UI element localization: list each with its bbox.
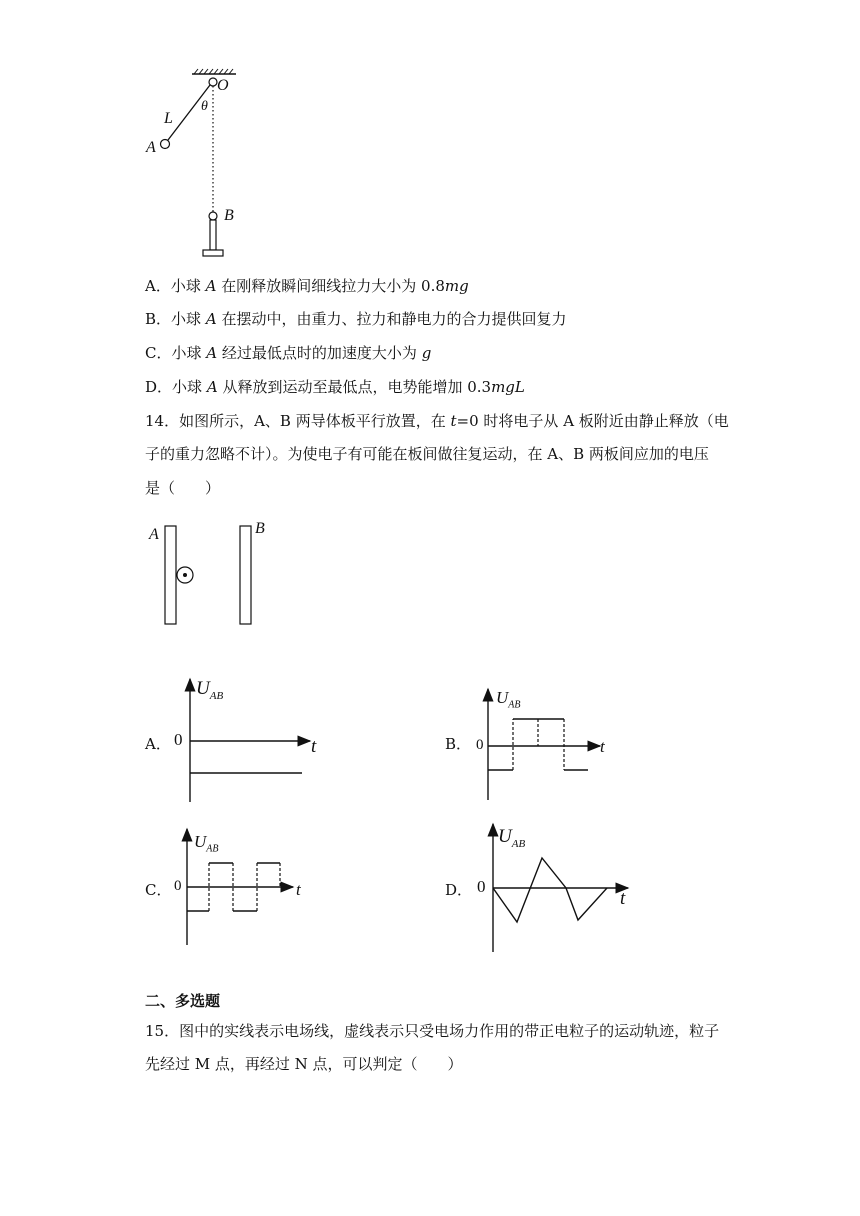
- graph-d-origin: 0: [477, 877, 486, 896]
- section-heading: 二、多选题: [145, 992, 221, 1010]
- graph-b-xlabel: t: [600, 737, 605, 756]
- pendulum-figure: [140, 68, 250, 263]
- graph-option-c[interactable]: C．: [145, 881, 172, 899]
- q15-line-2: 先经过 M 点，再经过 N 点，可以判定（ ）: [145, 1055, 463, 1073]
- graph-b-ylabel: $U_{AB}$: [496, 688, 521, 711]
- label-B: B: [224, 207, 234, 224]
- plate-label-B: B: [255, 520, 265, 537]
- graph-option-b[interactable]: B．: [445, 735, 472, 753]
- q15-line-1: 15．图中的实线表示电场线，虚线表示只受电场力作用的带正电粒子的运动轨迹，粒子: [145, 1022, 720, 1040]
- graph-a: [170, 675, 330, 805]
- graph-option-d[interactable]: D．: [445, 881, 473, 899]
- graph-a-origin: 0: [174, 730, 183, 749]
- label-theta: θ: [201, 99, 208, 114]
- graph-b-origin: 0: [476, 737, 484, 753]
- graph-c-ylabel: $U_{AB}$: [194, 832, 219, 855]
- graph-c-origin: 0: [174, 878, 182, 894]
- q14-line-1: 14．如图所示，A、B 两导体板平行放置，在 t=0 时将电子从 A 板附近由静止释放（电: [145, 412, 729, 430]
- q13-option-c[interactable]: C．小球 A 经过最低点时的加速度大小为 g: [145, 344, 432, 362]
- graph-d-ylabel: $U_{AB}$: [498, 826, 526, 850]
- label-A: A: [146, 139, 156, 156]
- graph-a-ylabel: $U_{AB}$: [196, 678, 224, 702]
- q14-line-3: 是（ ）: [145, 479, 221, 497]
- q13-option-a[interactable]: A．小球 A 在刚释放瞬间细线拉力大小为 0.8mg: [145, 277, 469, 295]
- graph-option-a[interactable]: A．: [145, 735, 171, 753]
- q13-option-b[interactable]: B．小球 A 在摆动中，由重力、拉力和静电力的合力提供回复力: [145, 310, 567, 328]
- q14-line-2: 子的重力忽略不计）。为使电子有可能在板间做往复运动，在 A、B 两板间应加的电压: [145, 445, 709, 463]
- graph-a-xlabel: t: [311, 736, 317, 757]
- label-O: O: [217, 77, 229, 94]
- label-L: L: [164, 110, 173, 127]
- plate-label-A: A: [149, 526, 159, 543]
- graph-d-xlabel: t: [620, 888, 626, 909]
- plates-figure: [160, 520, 260, 630]
- graph-c-xlabel: t: [296, 880, 301, 899]
- q13-option-d[interactable]: D．小球 A 从释放到运动至最低点，电势能增加 0.3mgL: [145, 378, 525, 396]
